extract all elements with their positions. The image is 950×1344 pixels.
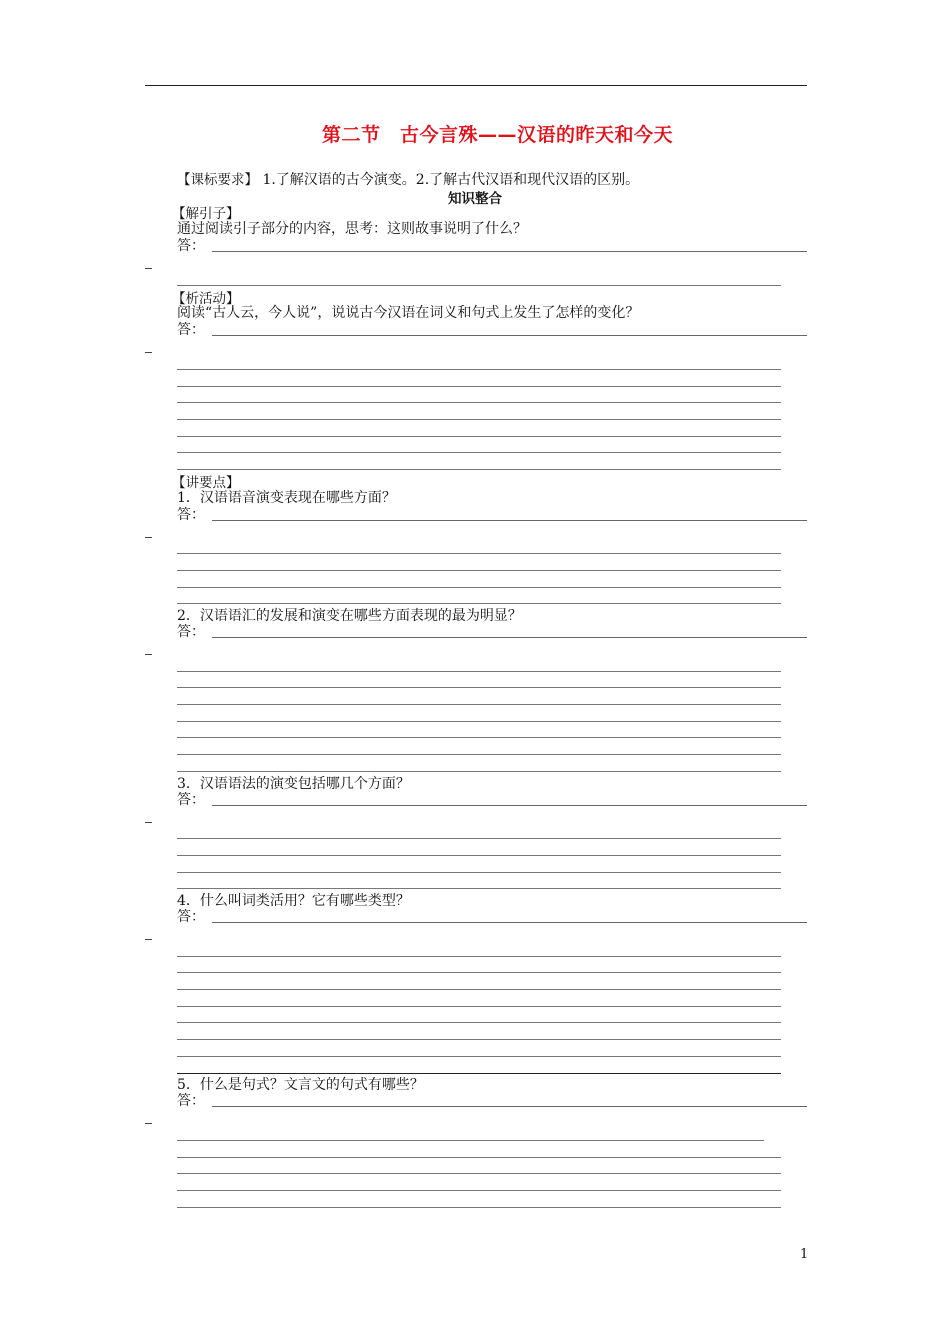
answer-blank-line[interactable] [177, 888, 781, 889]
answer-blank-line[interactable] [177, 452, 781, 453]
page-title: 第二节 古今言殊——汉语的昨天和今天 [321, 124, 673, 146]
margin-dash [145, 537, 152, 538]
answer-blank-line[interactable] [177, 1157, 781, 1158]
question-5: 5．什么是句式？文言文的句式有哪些？ [177, 1077, 424, 1093]
answer-label: 答： [177, 322, 205, 338]
answer-line[interactable] [212, 520, 807, 521]
answer-blank-line[interactable] [177, 1173, 781, 1174]
margin-dash [145, 939, 152, 940]
answer-line[interactable] [212, 1106, 807, 1107]
margin-dash [145, 352, 152, 353]
section-label-keypoints: 【讲要点】 [172, 475, 240, 491]
answer-blank-line[interactable] [177, 1022, 781, 1023]
requirements-text: 1.了解汉语的古今演变。2.了解古代汉语和现代汉语的区别。 [258, 172, 640, 188]
answer-blank-line[interactable] [177, 956, 781, 957]
answer-blank-line[interactable] [177, 436, 781, 437]
section-label-intro: 【解引子】 [172, 206, 240, 222]
margin-dash [145, 1123, 152, 1124]
answer-label: 答： [177, 792, 205, 808]
question-3: 3．汉语语法的演变包括哪几个方面？ [177, 776, 410, 792]
answer-line[interactable] [212, 637, 807, 638]
answer-blank-line[interactable] [177, 1006, 781, 1007]
course-requirements [177, 168, 639, 189]
answer-blank-line[interactable] [177, 1207, 781, 1208]
answer-blank-line[interactable] [177, 687, 781, 688]
section-label-activity: 【析活动】 [172, 291, 240, 307]
answer-blank-line[interactable] [177, 737, 781, 738]
answer-line[interactable] [212, 805, 807, 806]
answer-blank-line[interactable] [177, 419, 781, 420]
page-number: 1 [800, 1247, 809, 1262]
margin-dash [145, 268, 152, 269]
answer-blank-line[interactable] [177, 603, 781, 604]
answer-blank-line[interactable] [177, 1039, 781, 1040]
answer-blank-line[interactable] [177, 855, 781, 856]
answer-line[interactable] [212, 251, 807, 252]
answer-blank-line[interactable] [177, 704, 781, 705]
answer-blank-line[interactable] [177, 386, 781, 387]
answer-blank-line[interactable] [177, 671, 781, 672]
question-1: 1．汉语语音演变表现在哪些方面？ [177, 490, 396, 506]
answer-label: 答： [177, 238, 205, 254]
answer-blank-line[interactable] [177, 587, 781, 588]
question-activity: 阅读“古人云，今人说”，说说古今汉语在词义和句式上发生了怎样的变化？ [177, 305, 640, 321]
answer-blank-line[interactable] [177, 989, 781, 990]
answer-blank-line[interactable] [177, 972, 781, 973]
answer-line[interactable] [212, 922, 807, 923]
answer-blank-line[interactable] [177, 1190, 781, 1191]
answer-label: 答： [177, 1093, 205, 1109]
question-4: 4．什么叫词类活用？它有哪些类型？ [177, 893, 410, 909]
answer-label: 答： [177, 909, 205, 925]
answer-blank-line[interactable] [177, 285, 781, 286]
margin-dash [145, 822, 152, 823]
answer-blank-line[interactable] [177, 469, 781, 470]
question-intro: 通过阅读引子部分的内容，思考：这则故事说明了什么？ [177, 221, 527, 237]
answer-label: 答： [177, 507, 205, 523]
answer-blank-line[interactable] [177, 553, 781, 554]
answer-blank-line[interactable] [177, 1140, 764, 1141]
requirements-tag: 【课标要求】 [177, 172, 258, 188]
answer-blank-line[interactable] [177, 754, 781, 755]
question-2: 2．汉语语汇的发展和演变在哪些方面表现的最为明显？ [177, 608, 522, 624]
answer-blank-line[interactable] [177, 838, 781, 839]
header-rule [145, 85, 807, 86]
answer-blank-line[interactable] [177, 721, 781, 722]
answer-blank-line[interactable] [177, 402, 781, 403]
answer-blank-line[interactable] [177, 369, 781, 370]
margin-dash [145, 654, 152, 655]
knowledge-heading: 知识整合 [448, 191, 502, 207]
answer-line[interactable] [212, 335, 807, 336]
answer-blank-line[interactable] [177, 872, 781, 873]
answer-blank-line[interactable] [177, 771, 781, 772]
answer-label: 答： [177, 624, 205, 640]
answer-blank-line[interactable] [177, 570, 781, 571]
answer-blank-line[interactable] [177, 1056, 781, 1057]
